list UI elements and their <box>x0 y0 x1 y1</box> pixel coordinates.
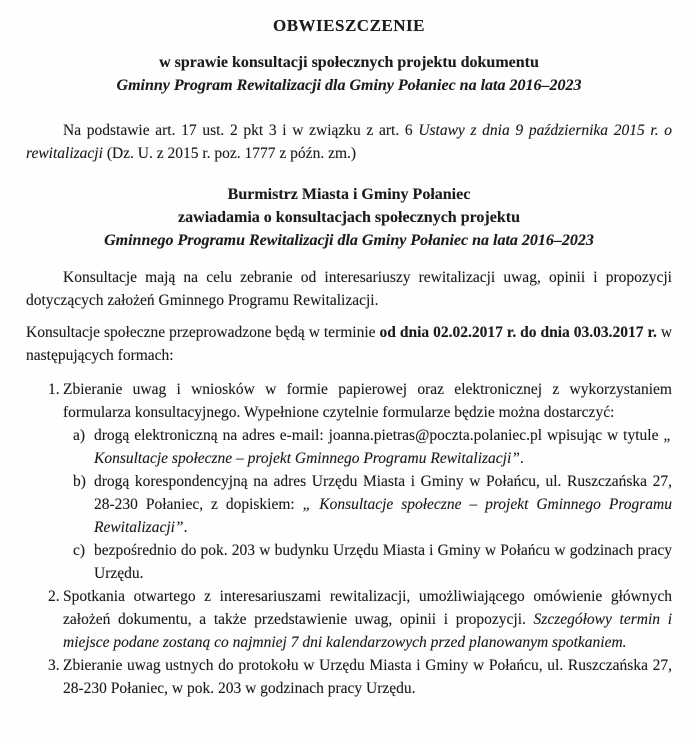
list-item-3 <box>26 654 672 700</box>
meeting-note-italic: Szczegółowy termin i miejsce podane zostaną co najmniej 7 dni kalendarzowych przed planowanym spotkaniem. <box>63 611 672 651</box>
subject-program-title: Gminny Program Rewitalizacji dla Gminy Połaniec na lata 2016–2023 <box>116 77 582 94</box>
sub-item-a-closing: . <box>519 450 524 467</box>
list-item-2-main: Spotkania otwartego z interesariuszami rewitalizacji, umożliwiającego omówienie głównych założeń dokumentu, a także przedstawienie uwag, opinii i propozycji. <box>63 588 672 628</box>
sub-item-b-closing: . <box>183 519 188 536</box>
document-title: OBWIESZCZENIE <box>273 16 425 35</box>
consultation-period-paragraph <box>26 321 672 367</box>
sub-item-a-marker: a) <box>73 427 86 444</box>
sub-item-b-marker: b) <box>73 473 86 490</box>
period-text-before: Konsultacje społeczne przeprowadzone będą w terminie <box>26 324 380 341</box>
sub-item-a <box>26 424 672 470</box>
list-item-2 <box>26 585 672 654</box>
sub-item-b-text <box>94 470 672 539</box>
consultation-forms-list <box>26 378 672 700</box>
sub-item-c-marker: c) <box>73 542 86 559</box>
sub-item-b <box>26 470 672 539</box>
quoted-consultation-title: „ Konsultacje społeczne – projekt Gminnego Programu Rewitalizacji” <box>94 496 672 536</box>
list-item-3-text: Zbieranie uwag ustnych do protokołu w Urzędu Miasta i Gminy w Połańcu, ul. Ruszczańska 27, 28-230 Połaniec, w pok. 203 w godzinach pracy Urzędu. <box>63 657 672 697</box>
legal-basis-text: Na podstawie art. 17 ust. 2 pkt 3 i w związku z art. 6 <box>63 122 419 139</box>
period-text-after: w następujących formach: <box>26 324 673 364</box>
list-item-1-marker: 1. <box>48 381 60 398</box>
sub-item-c-text: bezpośrednio do pok. 203 w budynku Urzędu Miasta i Gminy w Połańcu w godzinach pracy Urzędu. <box>94 542 672 582</box>
purpose-paragraph: Konsultacje mają na celu zebranie od interesariuszy rewitalizacji uwag, opinii i propozycji dotyczących założeń Gminnego Programu Rewitalizacji. <box>26 269 672 309</box>
sub-item-a-before-email: drogą elektroniczną na adres e-mail: <box>94 427 329 444</box>
list-item-3-marker: 3. <box>48 657 60 674</box>
sub-item-a-after-email: wpisując w tytule <box>542 427 664 444</box>
list-item-1-text: Zbieranie uwag i wniosków w formie papierowej oraz elektronicznej z wykorzystaniem formularza konsultacyjnego. Wypełnione czytelnie formularze będzie można dostarczyć: <box>63 381 672 421</box>
act-title-italic: Ustawy z dnia 9 października 2015 r. o rewitalizacji <box>26 122 673 162</box>
announcement-action: zawiadamia o konsultacjach społecznych projektu <box>178 209 520 226</box>
sub-item-c <box>26 539 672 585</box>
quoted-consultation-title: „ Konsultacje społeczne – projekt Gminnego Programu Rewitalizacji” <box>94 427 672 467</box>
email-address: joanna.pietras@poczta.polaniec.pl <box>328 427 543 444</box>
legal-basis-paragraph <box>26 119 672 165</box>
list-item-2-text <box>63 585 672 654</box>
authority-name: Burmistrz Miasta i Gminy Połaniec <box>227 186 471 203</box>
sub-item-a-text <box>94 424 672 470</box>
sub-item-b-address: drogą korespondencyjną na adres Urzędu Miasta i Gminy w Połańcu, ul. Ruszczańska 27, 28-230 Połaniec, z dopiskiem: <box>94 473 672 513</box>
announcement-program-title: Gminnego Programu Rewitalizacji dla Gminy Połaniec na lata 2016–2023 <box>104 232 594 249</box>
list-item-1 <box>26 378 672 424</box>
act-reference: (Dz. U. z 2015 r. poz. 1777 z późn. zm.) <box>102 145 357 162</box>
announcement-heading <box>26 183 672 252</box>
document-subject <box>26 51 672 97</box>
list-item-2-marker: 2. <box>48 588 60 605</box>
subject-line: w sprawie konsultacji społecznych projektu dokumentu <box>159 54 539 71</box>
consultation-dates-bold: od dnia 02.02.2017 r. do dnia 03.03.2017 r. <box>379 324 657 341</box>
